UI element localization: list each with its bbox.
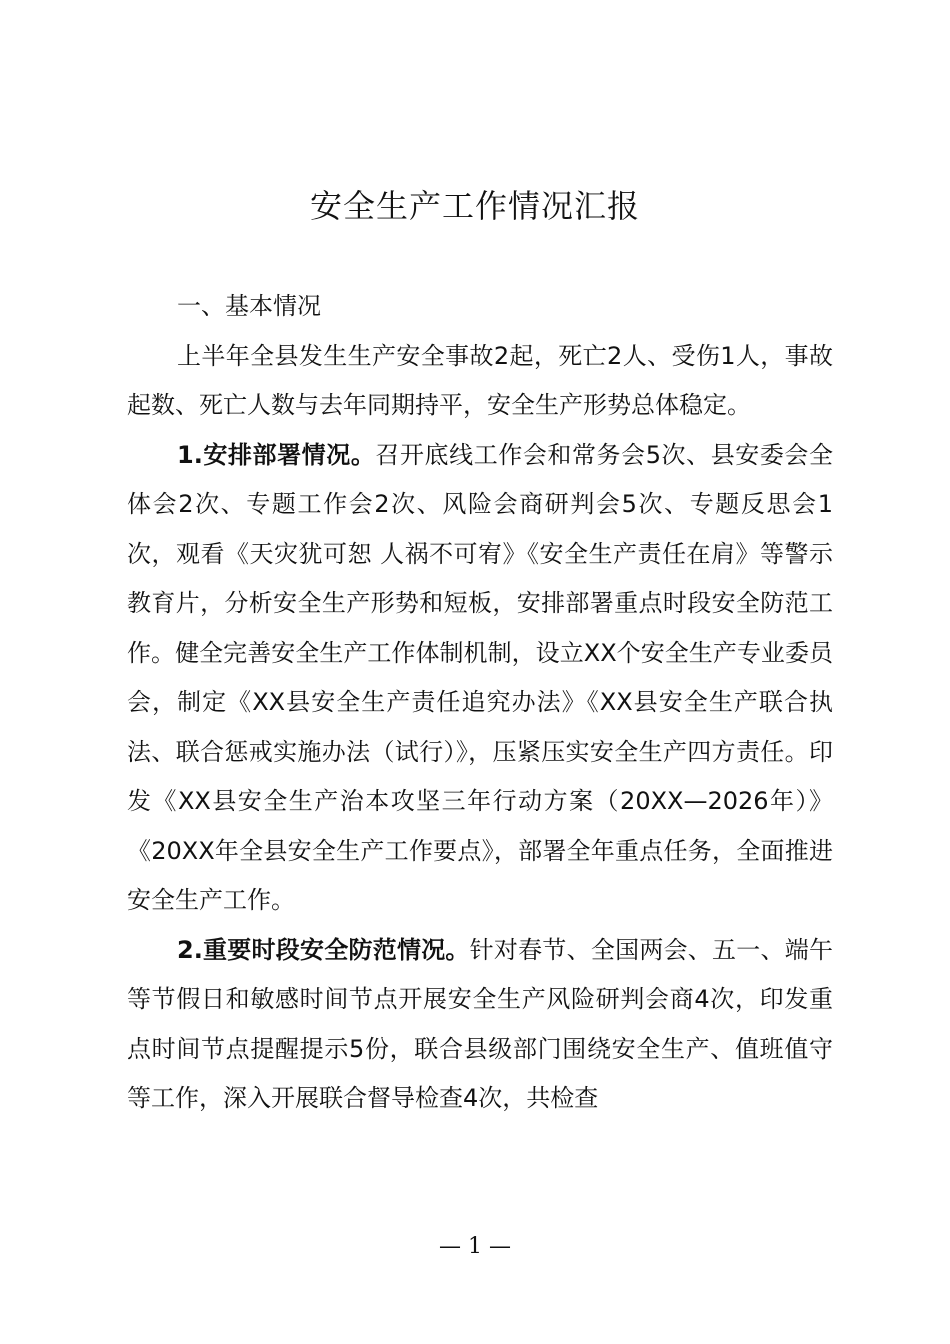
paragraph-overview: 上半年全县发生生产安全事故2起，死亡2人、受伤1人，事故起数、死亡人数与去年同期持平，安全生产形势总体稳定。 (127, 341, 833, 419)
paragraph-item-2 (127, 926, 833, 1124)
item-2-text: 针对春节、全国两会、五一、端午等节假日和敏感时间节点开展安全生产风险研判会商4次，印发重点时间节点提醒提示5份，联合县级部门围绕安全生产、值班值守等工作，深入开展联合督导检查4次，共检查 (127, 935, 833, 1112)
item-1-text: 召开底线工作会和常务会5次、县安委会全体会2次、专题工作会2次、风险会商研判会5次、专题反思会1次，观看《天灾犹可恕 人祸不可宥》《安全生产责任在肩》等警示教育片，分析安全生产形势和短板，安排部署重点时段安全防范工作。健全完善安全生产工作体制机制，设立XX个安全生产专业委员会，制定《XX县安全生产责任追究办法》《XX县安全生产联合执法、联合惩戒实施办法（试行）》，压紧压实安全生产四方责任。印发《XX县安全生产治本攻坚三年行动方案（20XX—2026年）》《20XX年全县安全生产工作要点》，部署全年重点任务，全面推进安全生产工作。 (127, 440, 833, 914)
item-2-lead: 2.重要时段安全防范情况。 (177, 935, 470, 964)
document-title: 安全生产工作情况汇报 (309, 187, 640, 225)
item-1-lead: 1.安排部署情况。 (177, 440, 376, 469)
page-number: — 1 — (439, 1234, 511, 1259)
paragraph-item-1 (127, 431, 833, 926)
document-body (127, 282, 833, 1124)
section-heading-basic-situation: 一、基本情况 (177, 292, 321, 320)
